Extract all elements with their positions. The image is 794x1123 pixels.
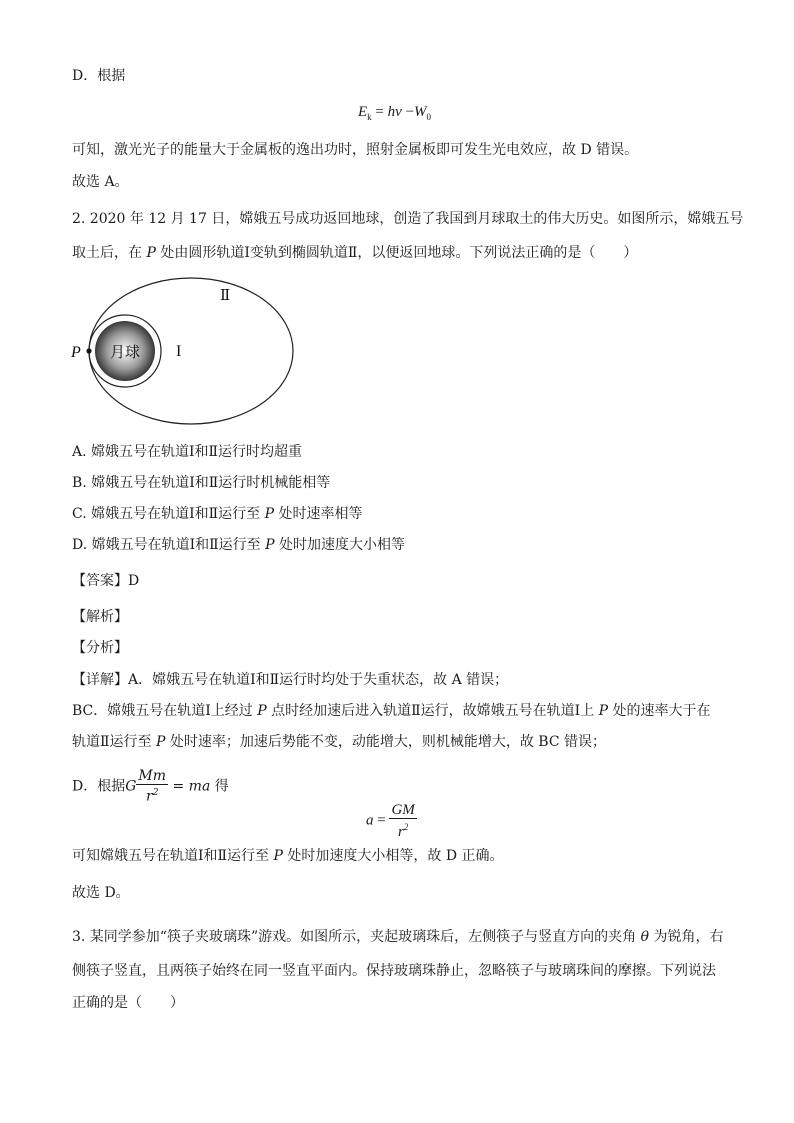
q2-answer: 【答案】D <box>72 573 140 589</box>
q2-analysis-heading: 【解析】 <box>72 609 128 625</box>
q2-detail-bc-line2: 轨道Ⅱ运行至 P 处时速率；加速后势能不变，动能增大，则机械能增大，故 BC 错误； <box>72 734 606 750</box>
moon-label: 月球 <box>109 343 141 361</box>
q3-stem-line3: 正确的是（ ） <box>72 995 184 1011</box>
prev-option-d-label: D．根据 <box>72 68 126 84</box>
orbit-ii-label: Ⅱ <box>220 286 231 304</box>
q2-option-b: B. 嫦娥五号在轨道Ⅰ和Ⅱ运行时机械能相等 <box>72 475 331 491</box>
point-p-dot <box>86 348 91 353</box>
q2-select: 故选 D。 <box>72 885 130 901</box>
q2-detail-d: D．根据G $\frac{Mm}{r^2}$ = ma 得 <box>72 768 229 805</box>
q2-conclusion: 可知嫦娥五号在轨道Ⅰ和Ⅱ运行至 P 处时加速度大小相等，故 D 正确。 <box>72 848 504 864</box>
q2-detail-bc-line1: BC．嫦娥五号在轨道Ⅰ上经过 P 点时经加速后进入轨道Ⅱ运行，故嫦娥五号在轨道Ⅰ上 P 处的速率大于在 <box>72 703 711 719</box>
orbit-diagram <box>66 274 306 430</box>
q2-fenxi-heading: 【分析】 <box>72 640 128 656</box>
prev-conclusion: 可知，激光光子的能量大于金属板的逸出功时，照射金属板即可发生光电效应，故 D 错误。 <box>72 142 639 158</box>
q2-option-c: C. 嫦娥五号在轨道Ⅰ和Ⅱ运行至 P 处时速率相等 <box>72 506 363 522</box>
q2-detail-a: 【详解】A．嫦娥五号在轨道Ⅰ和Ⅱ运行时均处于失重状态，故 A 错误； <box>72 672 509 688</box>
q2-stem-line2: 取土后，在 P 处由圆形轨道Ⅰ变轨到椭圆轨道Ⅱ，以便返回地球。下列说法正确的是（ ） <box>72 245 638 261</box>
q2-option-a: A. 嫦娥五号在轨道Ⅰ和Ⅱ运行时均超重 <box>72 444 303 460</box>
acceleration-equation: a = $\frac{GM}{r^2}$ <box>366 802 415 840</box>
point-p-label: P <box>71 344 81 361</box>
q3-stem-line1: 3. 某同学参加“筷子夹玻璃珠”游戏。如图所示，夹起玻璃珠后，左侧筷子与竖直方向的夹角 θ 为锐角，右 <box>72 929 724 945</box>
orbit-i-label: I <box>176 343 182 360</box>
q2-option-d: D. 嫦娥五号在轨道Ⅰ和Ⅱ运行至 P 处时加速度大小相等 <box>72 537 405 553</box>
prev-select: 故选 A。 <box>72 174 129 190</box>
photoelectric-equation: $E_k = h\nu -W_0$ <box>358 104 432 122</box>
q2-stem-line1: 2. 2020 年 12 月 17 日，嫦娥五号成功返回地球，创造了我国到月球取土的伟大历史。如图所示，嫦娥五号 <box>72 211 744 227</box>
q3-stem-line2: 侧筷子竖直，且两筷子始终在同一竖直平面内。保持玻璃珠静止，忽略筷子与玻璃珠间的摩擦。下列说法 <box>72 963 716 979</box>
